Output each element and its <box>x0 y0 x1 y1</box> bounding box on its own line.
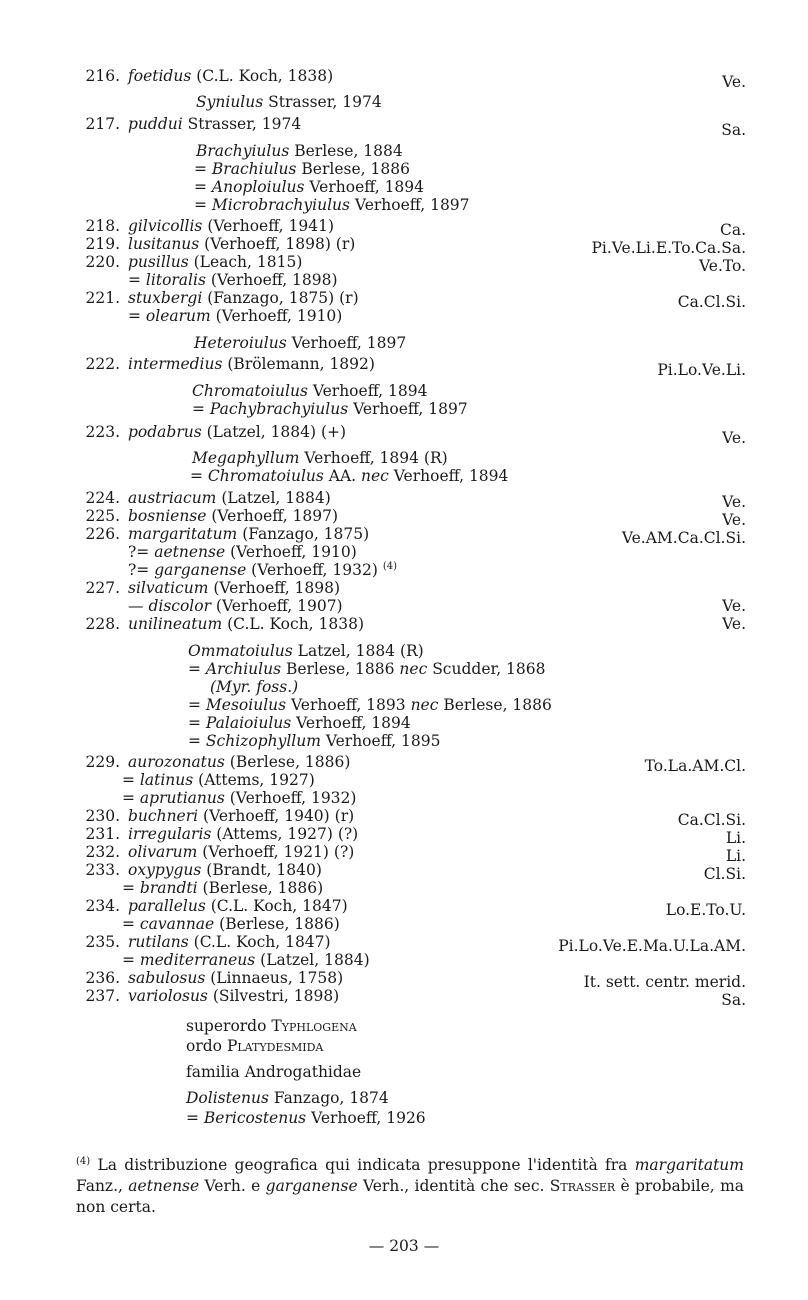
species-entry <box>0 506 808 529</box>
text-run: = <box>122 789 140 807</box>
text-run: Verhoeff, 1897 <box>348 400 468 418</box>
taxon-name: austriacum <box>128 489 217 507</box>
entry-number: 229. <box>85 753 120 771</box>
text-run: = <box>194 196 212 214</box>
species-entry <box>0 114 808 139</box>
taxon-name: foetidus <box>128 67 192 85</box>
text-run: = <box>188 714 206 732</box>
entry-number: 231. <box>85 825 120 843</box>
entry-name <box>128 506 338 526</box>
taxon-name: latinus <box>139 771 194 789</box>
entry-name <box>128 234 355 254</box>
text-run: (Verhoeff, 1932) <box>246 561 383 579</box>
species-entry <box>0 216 808 239</box>
text-run: (Brölemann, 1892) <box>222 355 375 373</box>
line-text <box>186 1062 361 1082</box>
entry-number: 232. <box>85 843 120 861</box>
line-text <box>188 713 411 733</box>
text-run: = <box>192 400 210 418</box>
species-entry <box>0 422 808 447</box>
text-run: (Latzel, 1884) <box>216 489 331 507</box>
taxon-name: margaritatum <box>634 1156 744 1174</box>
taxon-name: Archiulus <box>205 660 282 678</box>
text-run: = <box>194 160 212 178</box>
line-text <box>128 560 397 580</box>
line-text <box>122 950 370 970</box>
line-text <box>186 1088 389 1108</box>
text-run: (Fanzago, 1875) <box>237 525 370 543</box>
line-text <box>194 159 410 179</box>
text-run: Verhoeff, 1894 <box>307 382 428 400</box>
synonym-line <box>0 659 808 679</box>
distribution: Pi.Ve.Li.E.To.Ca.Sa. <box>591 239 746 257</box>
taxon-name: discolor <box>148 597 211 615</box>
entry-name <box>128 824 358 844</box>
species-entry <box>0 932 808 955</box>
text-run: (Verhoeff, 1898) (r) <box>199 235 356 253</box>
entry-name <box>128 114 301 134</box>
taxon-name: margaritatum <box>128 525 238 543</box>
species-entry <box>0 234 808 257</box>
taxon-name: unilineatum <box>128 615 223 633</box>
entry-number: 226. <box>85 525 120 543</box>
taxon-name: podabrus <box>128 423 202 441</box>
line-text <box>192 399 468 419</box>
synonym-line <box>0 731 808 751</box>
distribution: Ca.Cl.Si. <box>677 293 746 311</box>
species-entry <box>0 354 808 379</box>
entry-name <box>128 842 354 862</box>
taxon-name: nec <box>361 467 389 485</box>
taxon-name: pusillus <box>128 253 189 271</box>
text-run: (Verhoeff, 1941) <box>202 217 335 235</box>
species-entry <box>0 524 808 547</box>
text-run: familia Androgathidae <box>186 1063 362 1081</box>
taxon-name: irregularis <box>128 825 212 843</box>
text-run: Verhoeff, 1894 <box>388 467 509 485</box>
species-entry <box>0 488 808 511</box>
synonym-line <box>0 159 808 179</box>
synonym-line <box>0 542 808 562</box>
synonym-line <box>0 878 808 898</box>
text-run: (Verhoeff, 1910) <box>210 307 343 325</box>
entry-number: 236. <box>85 969 120 987</box>
taxon-name: nec <box>399 660 428 678</box>
text-run: = <box>122 771 140 789</box>
entry-name <box>128 252 302 272</box>
species-entry <box>0 842 808 865</box>
text-run: AA. <box>323 467 362 485</box>
entry-number: 234. <box>85 897 120 915</box>
text-run: — <box>128 597 149 615</box>
line-text <box>186 1036 323 1056</box>
small-caps-text: Typhlogena <box>271 1017 357 1035</box>
text-run: ordo <box>186 1037 227 1055</box>
text-run: (Leach, 1815) <box>188 253 303 271</box>
synonym-line <box>0 1108 808 1128</box>
species-entry <box>0 968 808 991</box>
distribution: Cl.Si. <box>703 865 746 883</box>
text-run: (Fanzago, 1875) (r) <box>202 289 359 307</box>
distribution: Ve.AM.Ca.Cl.Si. <box>621 529 746 547</box>
taxon-name: Mesoiulus <box>205 696 287 714</box>
entry-number: 235. <box>85 933 120 951</box>
distribution: Ve. <box>722 73 746 91</box>
entry-name <box>128 896 348 916</box>
synonym-line <box>0 466 808 486</box>
text-run: (Latzel, 1884) (+) <box>201 423 347 441</box>
entry-number: 228. <box>85 615 120 633</box>
small-caps-text: Strasser <box>549 1177 616 1195</box>
entry-number: 218. <box>85 217 120 235</box>
text-run: Fanzago, 1874 <box>268 1089 389 1107</box>
distribution: Pi.Lo.Ve.Li. <box>657 361 746 379</box>
text-run: = <box>186 1109 204 1127</box>
synonym-line <box>0 788 808 808</box>
synonym-line <box>0 141 808 161</box>
entry-name <box>128 66 333 86</box>
text-run: = <box>190 467 208 485</box>
text-run: = <box>188 732 206 750</box>
text-run: = <box>188 696 206 714</box>
text-run: Berlese, 1886 <box>281 660 400 678</box>
taxon-name: mediterraneus <box>139 951 256 969</box>
taxon-name: aetnense <box>128 1177 200 1195</box>
line-text <box>210 677 298 697</box>
distribution: Ve. <box>722 429 746 447</box>
line-text <box>122 914 340 934</box>
taxon-name: Bericostenus <box>203 1109 307 1127</box>
synonym-line <box>0 1036 808 1056</box>
text-run: = <box>128 307 146 325</box>
synonym-line <box>0 399 808 419</box>
line-text <box>192 381 427 401</box>
text-run: Verhoeff, 1894 <box>304 178 425 196</box>
taxon-name: Microbrachyiulus <box>211 196 350 214</box>
text-run: (Brandt, 1840) <box>201 861 322 879</box>
taxon-name: nec <box>410 696 439 714</box>
entry-name <box>128 422 346 442</box>
taxon-name: Brachiulus <box>211 160 297 178</box>
species-entry <box>0 824 808 847</box>
taxon-name: Heteroiulus <box>194 334 287 352</box>
entry-number: 220. <box>85 253 120 271</box>
taxon-name: Ommatoiulus <box>188 642 293 660</box>
entry-number: 230. <box>85 807 120 825</box>
entry-number: 225. <box>85 507 120 525</box>
text-run: Berlese, 1886 <box>438 696 552 714</box>
line-text <box>128 306 342 326</box>
taxon-name: Megaphyllum <box>192 449 300 467</box>
species-entry <box>0 288 808 311</box>
footnote-ref: (4) <box>76 1155 91 1167</box>
text-run: = <box>122 879 140 897</box>
distribution: Ve. <box>722 597 746 615</box>
taxon-name: Pachybrachyiulus <box>209 400 349 418</box>
synonym-line <box>0 677 808 697</box>
text-run: (C.L. Koch, 1847) <box>188 933 331 951</box>
line-text <box>186 1108 426 1128</box>
line-text <box>188 695 552 715</box>
text-run: è probabile, ma non certa. <box>76 1177 745 1216</box>
species-entry <box>0 66 808 91</box>
entry-name <box>128 932 331 952</box>
text-run: ?= <box>128 543 155 561</box>
distribution: It. sett. centr. merid. <box>583 973 746 991</box>
text-run: Latzel, 1884 (R) <box>292 642 424 660</box>
entry-name <box>128 614 364 634</box>
entry-name <box>128 488 331 508</box>
text-run: (Attems, 1927) <box>193 771 315 789</box>
synonym-line <box>0 1062 808 1082</box>
line-text <box>122 770 315 790</box>
distribution: Ca.Cl.Si. <box>677 811 746 829</box>
text-run: Verhoeff, 1894 <box>291 714 411 732</box>
synonym-line <box>0 950 808 970</box>
taxon-name: puddui <box>128 115 183 133</box>
taxon-name: Palaioiulus <box>205 714 292 732</box>
line-text <box>186 1016 357 1036</box>
synonym-line <box>0 596 808 616</box>
text-run: (Latzel, 1884) <box>255 951 370 969</box>
taxon-name: silvaticum <box>128 579 209 597</box>
text-run: Verhoeff, 1926 <box>306 1109 426 1127</box>
line-text <box>190 466 508 486</box>
text-run: Scudder, 1868 <box>427 660 546 678</box>
text-run: (Berlese, 1886) <box>224 753 351 771</box>
line-text <box>194 195 470 215</box>
synonym-line <box>0 333 808 353</box>
text-run: (Verhoeff, 1898) <box>205 271 338 289</box>
small-caps-text: Platydesmida <box>226 1037 324 1055</box>
entry-name <box>128 860 322 880</box>
synonym-line <box>0 195 808 215</box>
text-run: (Verhoeff, 1898) <box>208 579 341 597</box>
text-run: (Verhoeff, 1932) <box>224 789 357 807</box>
taxon-name: litoralis <box>145 271 206 289</box>
text-run: = <box>194 178 212 196</box>
entry-name <box>128 216 334 236</box>
taxon-name: Brachyiulus <box>196 142 290 160</box>
synonym-line <box>0 306 808 326</box>
distribution: Pi.Lo.Ve.E.Ma.U.La.AM. <box>558 937 746 955</box>
line-text <box>128 542 357 562</box>
text-run: Verhoeff, 1895 <box>320 732 441 750</box>
line-text <box>188 731 440 751</box>
text-run: (Linnaeus, 1758) <box>205 969 344 987</box>
taxon-name: garganense <box>154 561 247 579</box>
entry-name <box>128 806 354 826</box>
distribution: Lo.E.To.U. <box>665 901 746 919</box>
taxon-name: Dolistenus <box>186 1089 269 1107</box>
taxon-name: aprutianus <box>139 789 225 807</box>
species-entry <box>0 806 808 829</box>
line-text <box>128 270 338 290</box>
taxon-name: bosniense <box>128 507 207 525</box>
text-run: (Berlese, 1886) <box>214 915 340 933</box>
synonym-line <box>0 448 808 468</box>
distribution: Sa. <box>721 121 746 139</box>
text-run: (Verhoeff, 1921) (?) <box>197 843 355 861</box>
text-run: = <box>122 915 140 933</box>
taxon-name: Chromatoiulus <box>207 467 324 485</box>
taxon-name: variolosus <box>128 987 208 1005</box>
entry-name <box>128 524 369 544</box>
entry-name <box>128 578 340 598</box>
taxon-name: parallelus <box>128 897 206 915</box>
taxon-name: (Myr. foss.) <box>210 678 299 696</box>
line-text <box>192 448 448 468</box>
taxon-name: garganense <box>265 1177 358 1195</box>
text-run: Strasser, 1974 <box>182 115 302 133</box>
text-run: = <box>188 660 206 678</box>
entry-number: 237. <box>85 987 120 1005</box>
synonym-line <box>0 92 808 112</box>
line-text <box>194 333 406 353</box>
text-run: (Verhoeff, 1907) <box>210 597 343 615</box>
species-entry <box>0 986 808 1009</box>
distribution: Sa. <box>721 991 746 1009</box>
synonym-line <box>0 641 808 661</box>
species-entry <box>0 252 808 275</box>
text-run: Verhoeff, 1897 <box>350 196 470 214</box>
distribution: Li. <box>725 847 746 865</box>
entry-number: 227. <box>85 579 120 597</box>
taxon-name: Anoploiulus <box>211 178 305 196</box>
synonym-line <box>0 770 808 790</box>
text-run: Fanz., <box>76 1177 129 1195</box>
text-run: Berlese, 1886 <box>296 160 410 178</box>
text-run: Verh. e <box>199 1177 266 1195</box>
entry-number: 233. <box>85 861 120 879</box>
taxon-name: sabulosus <box>128 969 206 987</box>
synonym-line <box>0 560 808 580</box>
taxon-name: intermedius <box>128 355 223 373</box>
synonym-line <box>0 695 808 715</box>
entry-name <box>128 968 343 988</box>
taxon-name: Chromatoiulus <box>192 382 308 400</box>
entry-name <box>128 986 339 1006</box>
entry-number: 216. <box>85 67 120 85</box>
taxon-name: stuxbergi <box>128 289 203 307</box>
text-run: Verhoeff, 1894 (R) <box>299 449 448 467</box>
distribution: Ve. <box>722 615 746 633</box>
line-text <box>196 92 382 112</box>
line-text <box>188 641 424 661</box>
text-run: (C.L. Koch, 1838) <box>222 615 365 633</box>
taxon-name: rutilans <box>128 933 189 951</box>
distribution: Ve.To. <box>699 257 746 275</box>
species-entry <box>0 614 808 634</box>
synonym-line <box>0 914 808 934</box>
taxon-name: aurozonatus <box>128 753 225 771</box>
entry-number: 219. <box>85 235 120 253</box>
line-text <box>194 177 424 197</box>
taxon-name: olearum <box>145 307 211 325</box>
taxon-name: Schizophyllum <box>205 732 321 750</box>
taxon-name: Syniulus <box>196 93 264 111</box>
distribution: Ve. <box>722 493 746 511</box>
species-entry <box>0 860 808 883</box>
taxon-name: brandti <box>139 879 198 897</box>
entry-number: 223. <box>85 423 120 441</box>
distribution: Ve. <box>722 511 746 529</box>
entry-number: 221. <box>85 289 120 307</box>
text-run: Berlese, 1884 <box>289 142 403 160</box>
text-run: superordo <box>186 1017 272 1035</box>
footnote-ref: (4) <box>382 560 397 572</box>
synonym-line <box>0 381 808 401</box>
synonym-line <box>0 1016 808 1036</box>
taxon-name: aetnense <box>154 543 226 561</box>
text-run: (Berlese, 1886) <box>197 879 324 897</box>
synonym-line <box>0 1088 808 1108</box>
taxon-name: oxypygus <box>128 861 202 879</box>
entry-name <box>128 354 375 374</box>
text-run: (Verhoeff, 1897) <box>206 507 339 525</box>
species-entry <box>0 752 808 775</box>
synonym-line <box>0 713 808 733</box>
line-text <box>128 596 343 616</box>
species-entry <box>0 896 808 919</box>
footnote <box>76 1155 744 1218</box>
line-text <box>122 878 323 898</box>
text-run: Verh., identità che sec. <box>357 1177 550 1195</box>
entry-number: 224. <box>85 489 120 507</box>
page-number: — 203 — <box>368 1237 440 1255</box>
taxon-name: cavannae <box>139 915 215 933</box>
entry-name <box>128 752 350 772</box>
text-run: Verhoeff, 1893 <box>286 696 411 714</box>
synonym-line <box>0 177 808 197</box>
text-run: (Attems, 1927) (?) <box>211 825 359 843</box>
taxon-name: buchneri <box>128 807 199 825</box>
text-run: Strasser, 1974 <box>263 93 382 111</box>
text-run: (Verhoeff, 1940) (r) <box>198 807 355 825</box>
entry-number: 217. <box>85 115 120 133</box>
text-run: La distribuzione geografica qui indicata presuppone l'identità fra <box>90 1156 635 1174</box>
distribution: To.La.AM.Cl. <box>644 757 746 775</box>
taxon-name: olivarum <box>128 843 198 861</box>
line-text <box>188 659 546 679</box>
entry-name <box>128 288 359 308</box>
entry-number: 222. <box>85 355 120 373</box>
synonym-line <box>0 270 808 290</box>
text-run: = <box>128 271 146 289</box>
distribution: Ca. <box>719 221 746 239</box>
text-run: Verhoeff, 1897 <box>286 334 407 352</box>
text-run: (C.L. Koch, 1847) <box>205 897 348 915</box>
text-run: ?= <box>128 561 155 579</box>
line-text <box>196 141 403 161</box>
text-run: = <box>122 951 140 969</box>
taxon-name: gilvicollis <box>128 217 203 235</box>
species-entry <box>0 578 808 598</box>
text-run: (Verhoeff, 1910) <box>225 543 357 561</box>
text-run: (Silvestri, 1898) <box>207 987 340 1005</box>
text-run: (C.L. Koch, 1838) <box>191 67 334 85</box>
taxon-name: lusitanus <box>128 235 200 253</box>
distribution: Li. <box>725 829 746 847</box>
line-text <box>122 788 356 808</box>
